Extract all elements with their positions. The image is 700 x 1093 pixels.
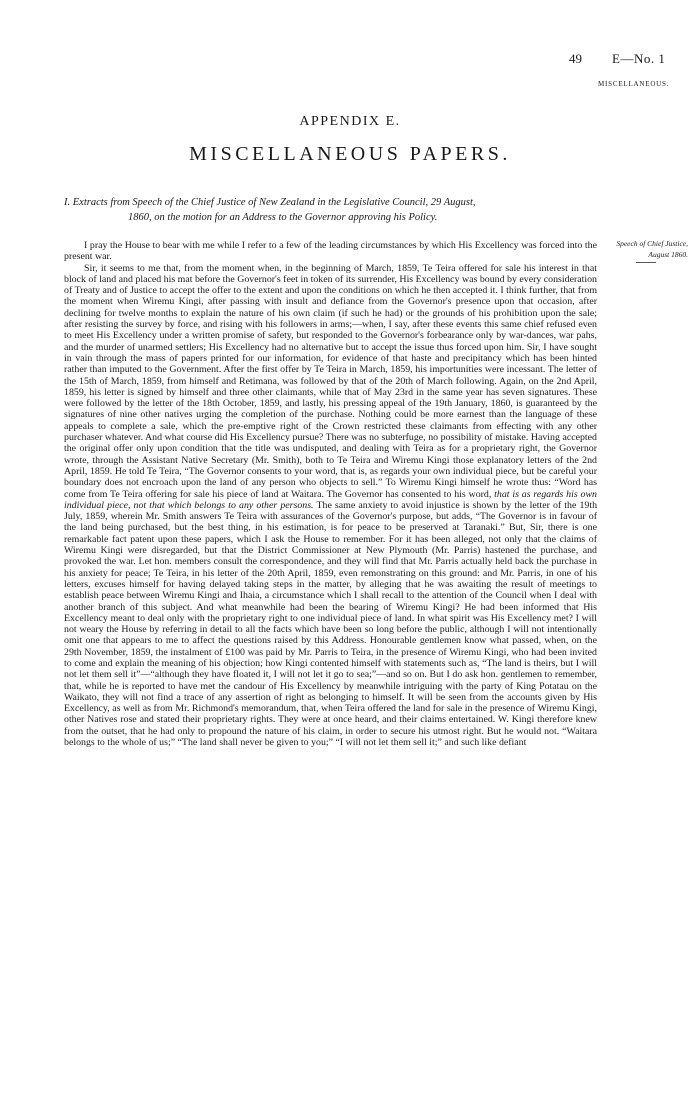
main-title: MISCELLANEOUS PAPERS. <box>189 143 511 165</box>
speech-body <box>64 240 597 748</box>
extract-heading <box>64 195 654 225</box>
margin-rule <box>636 262 656 263</box>
section-tag: MISCELLANEOUS. <box>598 80 670 88</box>
paragraph-main-part1: Sir, it seems to me that, from the moment when, in the beginning of March, 1859, Te Teira offered for sale his interest in that block of land and placed his mat before the Governor's feet in token of its surrender, His Excellency was bound by every consideration of Treaty and of Justice to accept the offer to the extent and upon the conditions on which he then accepted it. I think further, that from the moment when Wiremu Kingi, after passing with insult and defiance from the Governor's presence upon that occasion, after declining for twelve months to explain the nature of his own claim (if such he had) or the grounds of his prohibition upon the sale; after resisting the survey by force, and rising with his followers in arms;—when, I say, after these events this same chief refused even to meet His Excellency under a written promise of safety, but responded to the Governor's forbearance only by war-dances, war pahs, and the murder of unarmed settlers; His Excellency had no alternative but to accept the issue thus forced upon him. Sir, I have sought in vain through the mass of papers printed for our information, for evidence of that haste and precipitancy which has been hinted rather than imputed to the Government. After the first offer by Te Teira in March, 1859, his importunities were incessant. The letter of the 15th of March, 1859, from himself and Retimana, was followed by that of the 20th of March following. Again, on the 2nd April, 1859, his letter is signed by himself and three other claimants, while that of May 23rd in the same year has seven signatures. These were followed by the letter of the 18th October, 1859, and lastly, his pressing appeal of the 19th January, 1860, is guaranteed by the signatures of nine other natives urging the completion of the purchase. Nothing could be more earnest than the language of these appeals to complete a sale, which the pre-emptive right of the Crown restricted these claimants from effecting with any other purchaser whatever. And what course did His Excellency pursue? There was no subterfuge, no possibility of mistake. Having accepted the original offer only upon condition that the title was undisputed, and dealing with Teira as for a proprietary right, the Governor wrote, through the Assistant Native Secretary (Mr. Smith), both to Te Teira and Wiremu Kingi those explanatory letters of the 2nd April, 1859. He told Te Teira, “The Governor consents to your word, that is, as regards your own individual piece, but be careful your boundary does not encroach upon the land of any person who objects to sell.” To Wiremu Kingi himself he wrote thus: “Word has come from Te Teira offering for sale his piece of land at Waitara. The Governor has consented to his word, <box>64 262 597 500</box>
appendix-title: APPENDIX E. <box>299 114 401 129</box>
paragraph-main-part2: The same anxiety to avoid injustice is shown by the letter of the 19th July, 1859, wherein Mr. Smith answers Te Teira with assurances of the Governor's purpose, but adds, “The Governor is in favour of the land being purchased, but the best thing, in his estimation, is for peace to be preserved at Taranaki.” But, Sir, there is one remarkable fact patent upon these papers, which I ask the House to remember. For it has been alleged, not only that the claims of Wiremu Kingi were disregarded, but that the District Commissioner at New Plymouth (Mr. Parris) hastened the purchase, and provoked the war. Let hon. members consult the correspondence, and they will find that Mr. Parris actually held back the purchase in his anxiety for peace; Te Teira, in his letter of the 20th April, 1859, even remonstrating on this ground: and Mr. Parris, in one of his letters, excuses himself for having delayed taking steps in the matter, by alleging that he was awaiting the result of meetings to establish peace between Wiremu Kingi and Ihaia, a circumstance which I shall recall to the attention of the Council when I deal with another branch of this subject. And what meanwhile had been the bearing of Wiremu Kingi? He had been informed that His Excellency meant to deal only with the proprietary right to one individual piece of land. In what spirit was His Excellency met? I will not weary the House by referring in detail to all the facts which have been so long before the public, although I will not intentionally omit one that appears to me to affect the questions raised by this Address. Honourable gentlemen know what passed, when, on the 29th November, 1859, the instalment of £100 was paid by Mr. Parris to Teira, in the presence of Wiremu Kingi, who had been invited to come and explain the meaning of his objection; how Kingi contented himself with statements such as, “The land is theirs, but I will not let them sell it”—“although they have floated it, I will not let it go to sea;”—and so on. But I do ask hon. gentlemen to remember, that, while he is reported to have met the candour of His Excellency by meanwhile intriguing with the party of King Potatau on the Waikato, they will not find a trace of any assertion of right as belonging to himself. It will be seen from the accounts given by His Excellency, as well as from Mr. Richmond's memorandum, that, when Teira offered the land for sale in the presence of Wiremu Kingi, other Natives rose and stated their proprietary rights. They were at once heard, and their claims entertained. W. Kingi therefore knew from the outset, that he had only to propound the nature of his claim, in order to secure his utmost right. But he would not. “Waitara belongs to the whole of us;” “The land shall never be given to you;” “I will not let them sell it;” and such like defiant <box>64 499 598 749</box>
document-id: E—No. 1 <box>612 51 666 66</box>
extract-heading-line2: 1860, on the motion for an Address to the Governor approving his Policy. <box>128 212 438 223</box>
page-number: 49 <box>569 51 582 66</box>
extract-heading-line1: I. Extracts from Speech of the Chief Justice of New Zealand in the Legislative Council, 29 August, <box>64 197 476 208</box>
paragraph-main <box>64 263 597 749</box>
paragraph-main-emphasis: that is as regards his own individual piece, not that which belongs to any other persons. <box>64 488 597 511</box>
paragraph-intro: I pray the House to bear with me while I refer to a few of the leading circumstances by which His Excellency was forced into the present war. <box>64 240 597 263</box>
margin-note: Speech of Chief Justice, August 1860. <box>616 239 688 259</box>
